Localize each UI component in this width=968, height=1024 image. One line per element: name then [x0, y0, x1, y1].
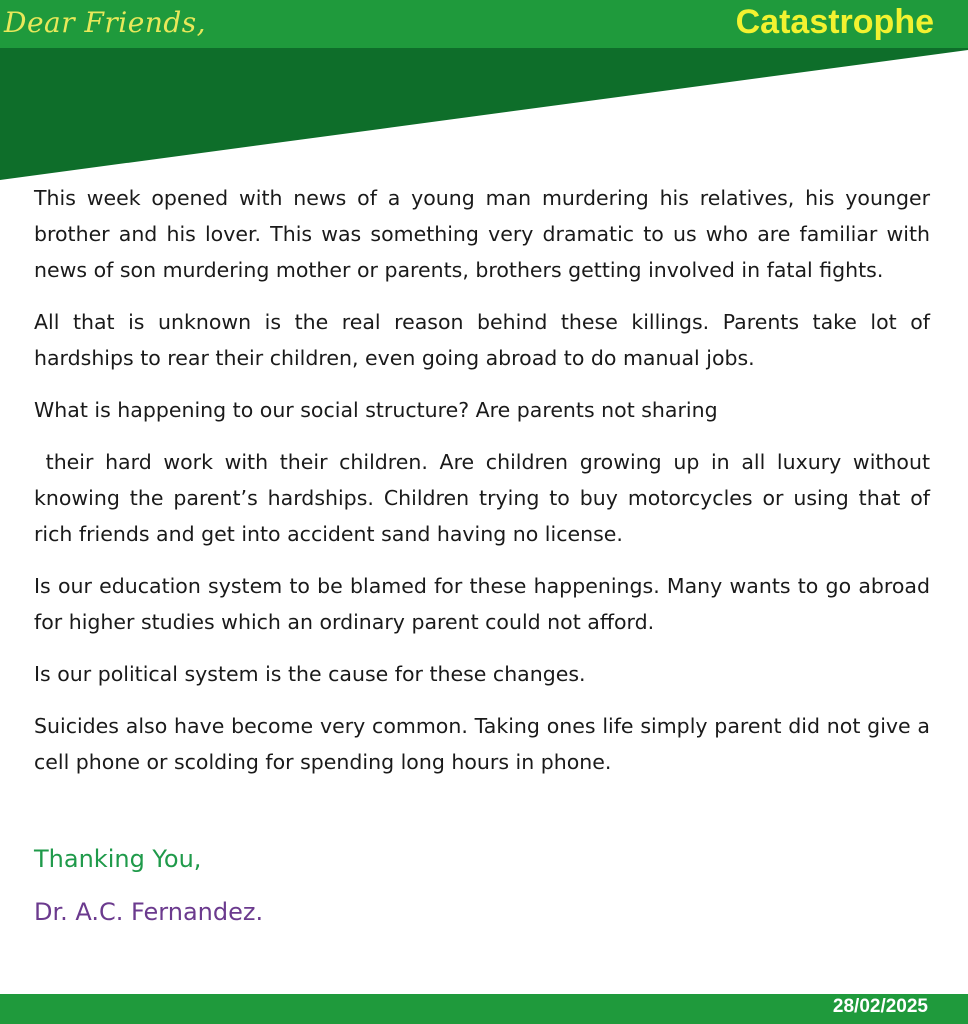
- issue-date: 28/02/2025: [832, 996, 928, 1017]
- closing-thanks: Thanking You,: [34, 845, 202, 873]
- paragraph: Is our education system to be blamed for these happenings. Many wants to go abroad for higher studies which an ordinary parent could not afford.: [34, 574, 930, 634]
- paragraph: Suicides also have become very common. Taking ones life simply parent did not give a cell phone or scolding for spending long hours in phone.: [34, 714, 930, 774]
- paragraph: their hard work with their children. Are children growing up in all luxury without knowing the parent’s hardships. Children trying to buy motorcycles or using that of rich friends and get into accident sand having no license.: [34, 450, 937, 546]
- paragraph: Is our political system is the cause for these changes.: [34, 662, 586, 686]
- letter-body: [34, 180, 937, 796]
- footer-bar: [0, 994, 968, 1024]
- page-title: Catastrophe: [735, 3, 934, 41]
- header-wedge: [0, 48, 968, 180]
- greeting: Dear Friends,: [4, 6, 207, 39]
- paragraph: What is happening to our social structure? Are parents not sharing: [34, 398, 718, 422]
- author-signature: Dr. A.C. Fernandez.: [34, 898, 264, 926]
- paragraph: All that is unknown is the real reason behind these killings. Parents take lot of hardships to rear their children, even going abroad to do manual jobs.: [34, 310, 930, 370]
- paragraph: This week opened with news of a young man murdering his relatives, his younger brother and his lover. This was something very dramatic to us who are familiar with news of son murdering mother or parents, brothers getting involved in fatal fights.: [34, 186, 930, 282]
